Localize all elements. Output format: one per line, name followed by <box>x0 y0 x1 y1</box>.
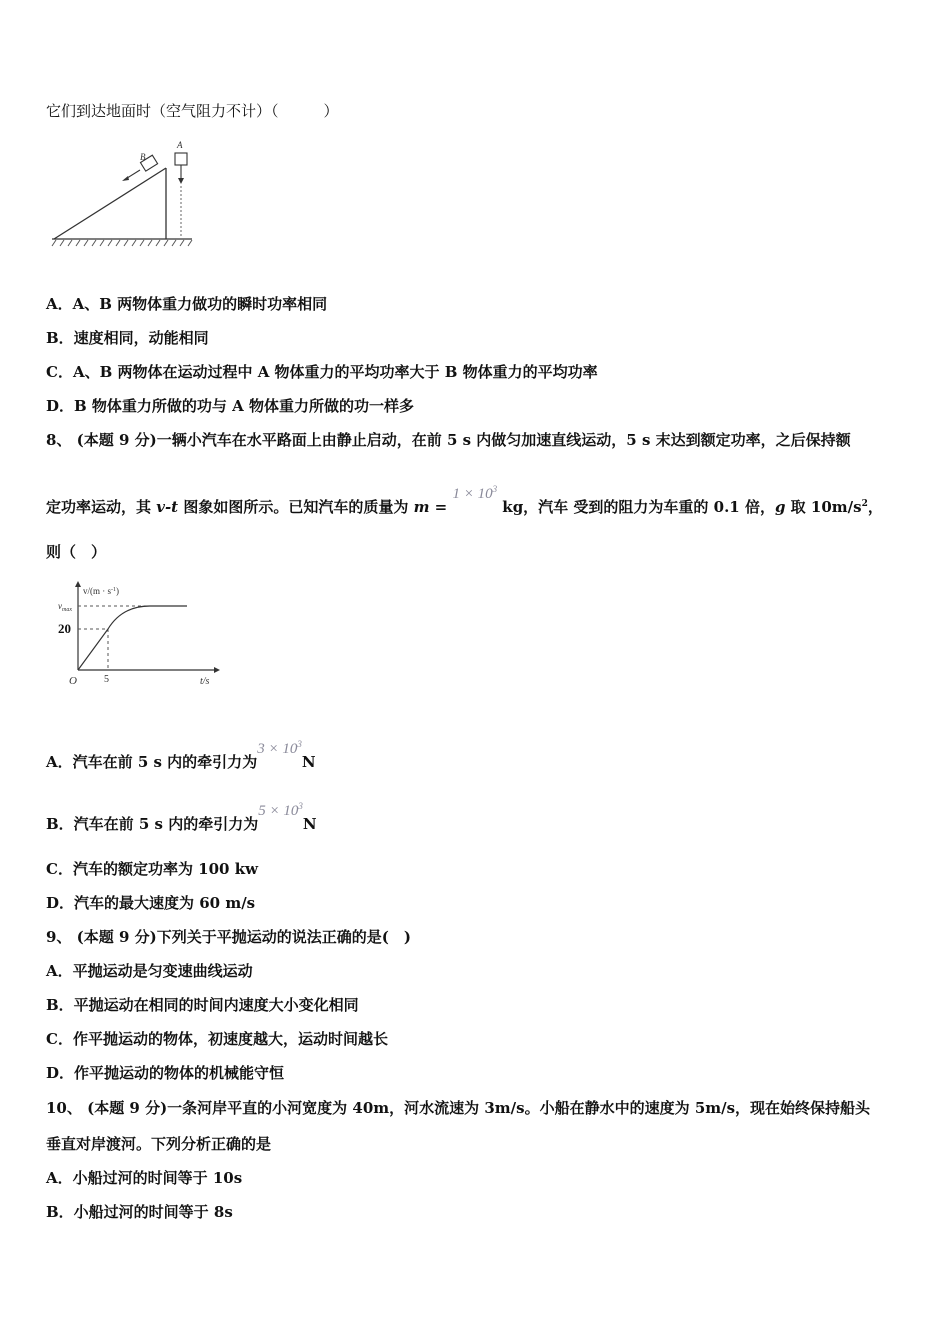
q9-option-c: C．作平抛运动的物体，初速度越大，运动时间越长 <box>46 1030 388 1048</box>
q8-stem-line2: 定功率运动，其 v-t 图象如图所示。已知汽车的质量为 $m = 1 \times 10^3$ kg，汽车 受到的阻力为车重的 0.1 倍，g 取 $10m/s^2$， <box>46 484 883 516</box>
q7-option-b: B．速度相同，动能相同 <box>46 329 209 347</box>
graph-vmax-label: $v_{max}$ <box>58 601 72 613</box>
q10-stem-line2: 垂直对岸渡河。下列分析正确的是 <box>46 1135 272 1153</box>
q8-option-c: C．汽车的额定功率为 100 kw <box>46 860 259 878</box>
label-a: A <box>177 140 183 150</box>
q10-option-b: B．小船过河的时间等于 8s <box>46 1203 233 1221</box>
q8-vt-graph <box>52 578 227 693</box>
q9-option-b: B．平抛运动在相同的时间内速度大小变化相同 <box>46 996 359 1014</box>
graph-y-tick: 20 <box>58 621 71 636</box>
label-b: B <box>140 152 146 162</box>
graph-y-label: $v/(m \cdot s^{-1})$ <box>83 586 119 596</box>
q8-option-d: D．汽车的最大速度为 60 m/s <box>46 894 256 912</box>
q7-stem-tail: 它们到达地面时（空气阻力不计）（ ） <box>46 102 339 120</box>
q7-option-a: A．A、B 两物体重力做功的瞬时功率相同 <box>46 295 328 313</box>
q8-stem-line1: 8、 (本题 9 分)一辆小汽车在水平路面上由静止启动，在前 5 s 内做匀加速直线运动，5 s 末达到额定功率，之后保持额 <box>46 431 851 449</box>
graph-x-tick: 5 <box>104 674 109 685</box>
q7-incline-figure <box>48 138 198 248</box>
optB-formula: $5 \times 10^3$ <box>258 801 303 819</box>
q10-option-a: A．小船过河的时间等于 10s <box>46 1169 243 1187</box>
q7-option-d: D．B 物体重力所做的功与 A 物体重力所做的功一样多 <box>46 397 414 415</box>
q8-stem-line3: 则（ ） <box>46 543 107 561</box>
q8-option-b: B．汽车在前 5 s 内的牵引力为$5 \times 10^3N$ <box>46 801 317 833</box>
q9-stem: 9、 (本题 9 分)下列关于平抛运动的说法正确的是( ) <box>46 928 411 946</box>
graph-x-label: t/s <box>200 676 210 687</box>
q10-stem-line1: 10、 (本题 9 分)一条河岸平直的小河宽度为 40m，河水流速为 3m/s。小船在静水中的速度为 5m/s，现在始终保持船头 <box>46 1099 871 1117</box>
graph-origin: O <box>69 675 77 687</box>
mass-formula: $1 \times 10^3$ <box>452 484 498 502</box>
optA-formula: $3 \times 10^3$ <box>257 739 302 757</box>
q9-option-d: D．作平抛运动的物体的机械能守恒 <box>46 1064 285 1082</box>
q9-option-a: A．平抛运动是匀变速曲线运动 <box>46 962 253 980</box>
q8-option-a: A．汽车在前 5 s 内的牵引力为$3 \times 10^3N$ <box>46 739 316 771</box>
q7-option-c: C．A、B 两物体在运动过程中 A 物体重力的平均功率大于 B 物体重力的平均功率 <box>46 363 598 381</box>
